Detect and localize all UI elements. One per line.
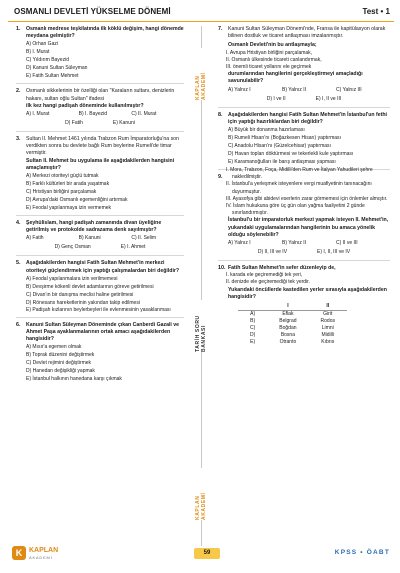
q4-option-b[interactable]: B) Kanuni (78, 235, 101, 242)
q9-options-row1 (218, 239, 390, 248)
question-5: 5. Aşağıdakilerden hangisi Fatih Sultan Mehmet'in merkezi otoriteyi güçlendirmek için yaptığı çalışmalardan biri değildir? (16, 260, 180, 274)
separator (16, 215, 184, 216)
question-1: 1. Osmanlı medrese teşkilatında ilk köklü değişim, hangi dönemde meydana gelmiştir? (16, 26, 184, 40)
q1-option-b[interactable]: B) I. Murat (26, 49, 50, 56)
q7-options-row1 (218, 86, 390, 95)
brand-subtitle: AKADEMİ (29, 555, 53, 560)
question-6: 6. Kanuni Sultan Süleyman Döneminde çıkan Canberdi Gazali ve Ahmet Paşa ayaklanmalarının ortak amacı aşağıdakilerden hangisidir? (16, 321, 180, 343)
question-4: 4. Şeyhülislam, hangi padişah zamanında divan üyeliğine getirilmiş ve protokolde sadrazama denk sayılmıştır? (16, 220, 162, 234)
question-10: 10. Fatih Sultan Mehmet'in sefer düzenleyip de, (218, 265, 336, 272)
brand-name: KAPLAN (29, 547, 59, 554)
q8-option-d[interactable]: D) Havan topları döktürmesi ve tekerlekli kule yaptırması (228, 151, 354, 158)
q5-option-e[interactable]: E) Padişah kızlarının beylerbeyleri ile evlenmesinin yasaklanması (26, 306, 171, 313)
q9-item-2: II. İstanbul'a yerleşmek isteyenlere vergi muafiyetinin tanınacağını duyurmuştur. (226, 181, 372, 195)
q3-option-e[interactable]: E) Feodal yapılanmaya izin vermemek (26, 205, 112, 212)
q2-options-row1 (16, 110, 184, 119)
q1-option-d[interactable]: D) Kanuni Sultan Süleyman (26, 65, 88, 72)
table-header-row: I II (238, 303, 347, 311)
q1-option-a[interactable]: A) Orhan Gazi (26, 41, 58, 48)
q4-option-d[interactable]: D) Genç Osman (54, 244, 91, 251)
side-band-top: KAPLAN AKADEMİ (193, 48, 209, 100)
exam-badge: KPSS • ÖABT (334, 549, 390, 556)
q8-option-b[interactable]: B) Rumeli Hisarı'nı (Boğazkesen Hisarı) yaptırması (228, 135, 341, 142)
q9-item-4: IV. İslam hukukuna göre üç gün olan yağma faaliyetini 2 günde sınırlandırmıştır. (226, 203, 365, 217)
q8-option-e[interactable]: E) Karamanoğulları ile barış antlaşması yapması (228, 159, 336, 166)
q7-option-a[interactable]: A) Yalnız I (228, 86, 251, 93)
q5-option-a[interactable]: A) Feodal yapılanmalara izin verilmemesi (26, 275, 118, 282)
q2-option-a[interactable]: A) I. Murat (26, 111, 50, 118)
separator (16, 131, 184, 132)
q7-option-b[interactable]: B) Yalnız II (282, 86, 306, 93)
question-3: 3. Sultan II. Mehmet 1461 yılında Trabzon Rum İmparatorluğu'na son verdikten sonra bu devlete bağlı Rum beylerine Rumeli'de timar vermiştir. Sultan II. Mehmet bu uygulama ile aşağıdakilerden hangisini amaçlamıştır? (16, 136, 179, 171)
q4-options-row2 (16, 243, 184, 252)
q3-option-d[interactable]: D) Avrupa'daki Osmanlı egemenliğini artırmak (26, 197, 128, 204)
q5-option-c[interactable]: C) Divan'ın bir danışma meclisi haline getirilmesi (26, 291, 134, 298)
q5-option-b[interactable]: B) Devşirme kökenli devlet adamlarının göreve getirilmesi (26, 283, 154, 290)
q7-option-c[interactable]: C) Yalnız III (336, 86, 362, 93)
table-row[interactable]: A) Eflak Girit (250, 311, 333, 318)
q4-options-row1 (16, 234, 184, 243)
q7-options-row2 (218, 95, 390, 104)
page-footer (8, 538, 394, 570)
q6-option-c[interactable]: C) Devlet rejimini değiştirmek (26, 360, 92, 367)
table-row[interactable]: C) Boğdan Limni (250, 325, 334, 332)
separator (218, 260, 390, 261)
tiger-logo-icon: K (12, 546, 26, 560)
q1-option-e[interactable]: E) Fatih Sultan Mehmet (26, 73, 79, 80)
separator (16, 83, 184, 84)
side-band-bottom: KAPLAN AKADEMİ (193, 468, 209, 520)
q10-answer-table (238, 303, 347, 346)
q4-option-e[interactable]: E) I. Ahmet (120, 244, 146, 251)
table-row[interactable]: D) Bosna Midilli (250, 332, 334, 339)
q9-option-e[interactable]: E) I, II, III ve IV (317, 249, 351, 256)
q3-option-c[interactable]: C) Hristiyan birliğini parçalamak (26, 189, 97, 196)
q7-option-e[interactable]: E) I, II ve III (315, 95, 342, 102)
side-band-middle: TARİH SORU BANKASI (193, 300, 209, 352)
left-column (16, 26, 184, 556)
q9-option-b[interactable]: B) Yalnız II (282, 240, 306, 247)
page-number: 59 (194, 548, 220, 559)
q2-options-row2 (16, 119, 184, 128)
q7-question-stem: durumlarından hangilerini gerçekleştirmeyi amaçladığı savunulabilir? (228, 71, 363, 85)
q7-option-d[interactable]: D) I ve II (266, 95, 286, 102)
q9-question-stem: İstanbul'u bir imparatorluk merkezi yapmak isteyen II. Mehmet'in, yukarıdaki uygulamalarından hangilerinin bu amaca yönelik olduğu söylenebilir? (228, 217, 389, 238)
q6-option-d[interactable]: D) Hanedan değişikliği yapmak (26, 368, 95, 375)
q4-option-c[interactable]: C) II. Selim (131, 235, 157, 242)
test-label: Test • 1 (362, 7, 390, 16)
separator (16, 255, 184, 256)
question-8: 8. Aşağıdakilerden hangisi Fatih Sultan Mehmet'in İstanbul'un fethi için yaptığı hazırlıklardan biri değildir? (218, 111, 387, 125)
q7-item-2: II. Osmanlı ülkesinde ticareti canlandırmak, (226, 56, 322, 63)
q7-item-3: III. önemli ticaret yollarını ele geçirmek (226, 64, 312, 71)
question-2: 2. Osmanlı sikkelerinin bir özelliği olan "Karaların sultanı, denizlerin hakanı, sultan oğlu Sultan" ifadesi ilk kez hangi padişah döneminde kullanılmıştır? (16, 88, 175, 109)
table-row[interactable]: B) Belgrad Rodos (250, 318, 335, 325)
question-7: 7. Kanuni Sultan Süleyman Dönemi'nde, Fransa ile kapitülasyon olarak bilinen dostluk ve ticaret antlaşması imzalanmıştır. Osmanlı Devleti'nin bu antlaşmayla; (218, 26, 386, 49)
q10-question-stem: Yukarıdaki öncüllerde kastedilen yerler sırasıyla aşağıdakilerden hangisidir? (228, 286, 387, 300)
q8-option-a[interactable]: A) Büyük bir donanma hazırlaması (228, 127, 305, 134)
right-column: 7. Kanuni Sultan Süleyman Dönemi'nde, Fransa ile kapitülasyon olarak bilinen dostluk ve ticaret antlaşması imzalanmıştır. Osmanlı Devleti'nin bu antlaşmayla; I. Avrupa Hristiyan birliğini parçalamak, II. Osmanlı ülkesinde ticareti canlandırmak, III. önemli ticaret yollarını ele geçirmek durumlarından hangilerini gerçekleştirmeyi amaçladığı savunulabilir? A) Yalnız I B) Yalnız II C) Yalnız III D) I ve II E) I, II ve III 8. Aşağıdakilerden hangisi Fatih Sultan Mehmet'in İstanbul'un fethi için yaptığı hazırlıklardan biri değildir? A) Büyük bir donanma hazırlaması B) Rumeli Hisarı'nı (Boğazkesen Hisarı) yaptırması C) Anadolu Hisarı'nı (Güzelcehisar) yaptırması D) Havan topları döktürmesi ve tekerlekli kule yaptırması E) Karamanoğulları ile barış antlaşması yapması 9. I. Mora, Trabzon, Foça, Midilli'den Rum ve İtalyan Yahudileri şehre nakledilmiştir. II. İstanbul'a yerleşmek isteyenlere vergi muafiyetinin tanınacağını duyurmuştur. III. Ayasofya gibi abidevi eserlerin zarar görmemesi için önlemler almıştır. IV. İslam hukukuna göre üç gün olan yağma faaliyetini 2 günde sınırlandırmıştır. İstanbul'u bir imparatorluk merkezi yapmak isteyen II. Mehmet'in, yukarıdaki uygulamalarından hangilerinin bu amaca yönelik olduğu söylenebilir? A) Yalnız I B) Yalnız II C) II ve III D) II, III ve IV E) I, II, III ve IV 10. Fatih Sultan Mehmet'in sefer düzenleyip de, I. karada ele geçiremediği tek yeri, II. denizde ele geçiremediği tek yerdir. Yukarıdaki öncüllerde kastedilen yerler sırasıyla aşağıdakilerden hangisidir? I II A) Eflak Girit B) Belgrad Rodos C) Boğdan Limni D) Bosna Midilli E) Otranto Kıbrıs (218, 26, 389, 346)
q9-item-1: I. Mora, Trabzon, Foça, Midilli'den Rum ve İtalyan Yahudileri şehre nakledilmiştir. (226, 167, 373, 181)
separator (16, 317, 184, 318)
q5-option-d[interactable]: D) Rönesans hareketlerinin yakından takip edilmesi (26, 299, 140, 306)
q9-options-row2 (218, 248, 390, 257)
q3-option-a[interactable]: A) Merkezi otoriteyi güçlü tutmak (26, 173, 99, 180)
q1-option-c[interactable]: C) Yıldırım Bayezid (26, 57, 69, 64)
q3-option-b[interactable]: B) Farklı kültürleri bir arada yaşatmak (26, 181, 110, 188)
q6-option-e[interactable]: E) İstanbul halkının hanedana karşı çıkmak (26, 376, 122, 383)
q9-option-d[interactable]: D) II, III ve IV (257, 249, 288, 256)
q9-option-a[interactable]: A) Yalnız I (228, 240, 251, 247)
q4-option-a[interactable]: A) Fatih (26, 235, 44, 242)
publisher-logo (12, 544, 58, 564)
q6-option-b[interactable]: B) Toprak düzenini değiştirmek (26, 352, 95, 359)
q2-option-d[interactable]: D) Fatih (65, 120, 83, 127)
q2-option-c[interactable]: C) II. Murat (131, 111, 157, 118)
q2-option-b[interactable]: B) I. Bayezid (78, 111, 108, 118)
page-title: OSMANLI DEVLETİ YÜKSELME DÖNEMİ (14, 7, 171, 16)
header-rule (8, 21, 394, 23)
q7-item-1: I. Avrupa Hristiyan birliğini parçalamak, (226, 49, 313, 56)
page-header (8, 4, 394, 20)
q10-item-1: I. karada ele geçiremediği tek yeri, (226, 272, 303, 279)
q9-option-c[interactable]: C) II ve III (336, 240, 358, 247)
separator (218, 107, 390, 108)
q6-option-a[interactable]: A) Mısır'a egemen olmak (26, 344, 82, 351)
q9-item-3: III. Ayasofya gibi abidevi eserlerin zarar görmemesi için önlemler almıştır. (226, 195, 388, 202)
q8-option-c[interactable]: C) Anadolu Hisarı'nı (Güzelcehisar) yaptırması (228, 143, 331, 150)
q10-item-2: II. denizde ele geçiremediği tek yerdir. (226, 279, 310, 286)
q2-option-e[interactable]: E) Kanuni (112, 120, 135, 127)
table-row[interactable]: E) Otranto Kıbrıs (250, 339, 335, 346)
